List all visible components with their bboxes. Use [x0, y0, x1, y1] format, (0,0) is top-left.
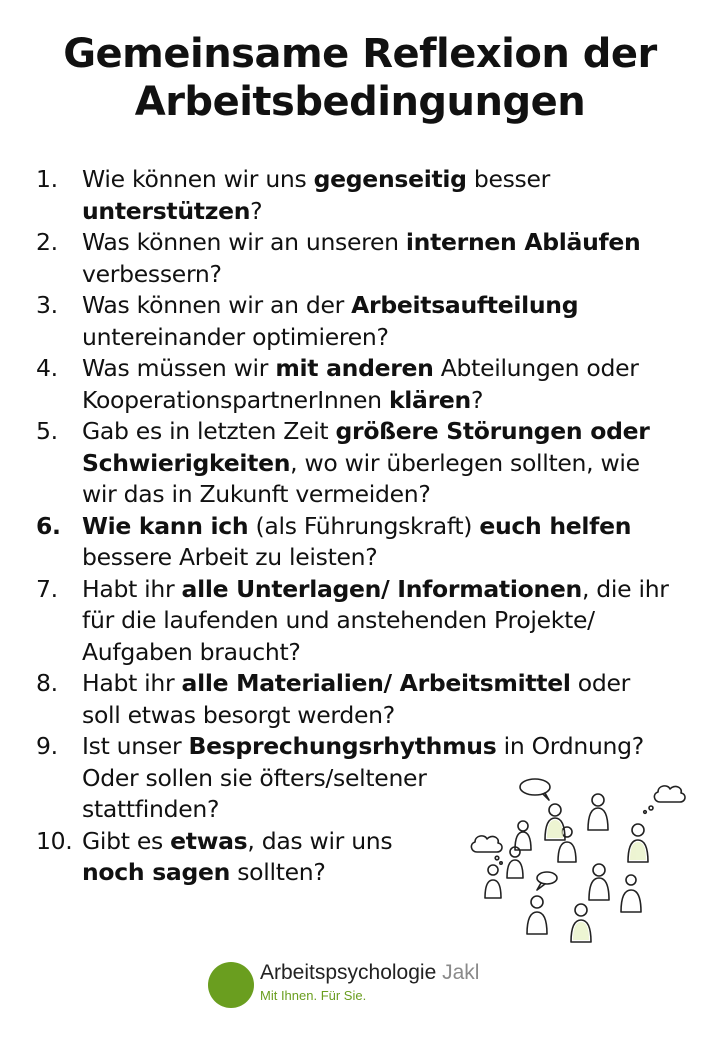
page-title-line-2: Arbeitsbedingungen — [134, 79, 586, 125]
question-text: verbessern? — [82, 259, 222, 288]
question-number: 6. — [36, 511, 61, 540]
question-text-bold: alle Materialien/ Arbeitsmittel — [181, 669, 571, 697]
question-text: stattfinden? — [82, 795, 220, 823]
question-text: Gibt es — [82, 826, 171, 855]
question-item — [36, 227, 696, 290]
question-text-bold: mit anderen — [275, 354, 434, 382]
question-text-bold: alle Unterlagen/ Informationen — [181, 574, 582, 603]
question-text: in Ordnung? — [496, 732, 644, 760]
question-line — [82, 574, 696, 606]
question-item — [36, 353, 696, 416]
question-text-bold: klären — [388, 385, 471, 414]
question-line — [82, 164, 696, 196]
brand-name-accent: Jakl — [442, 961, 480, 984]
question-item — [36, 290, 696, 353]
question-text: Oder sollen sie öfters/seltener — [82, 763, 427, 792]
question-text: besser — [466, 165, 551, 193]
question-line — [82, 637, 696, 669]
question-item — [36, 511, 696, 574]
question-text: (als Führungskraft) — [248, 511, 480, 540]
question-text: KooperationspartnerInnen — [82, 385, 389, 414]
question-text-bold: euch helfen — [479, 511, 632, 540]
question-line — [82, 322, 696, 354]
question-number: 3. — [36, 291, 58, 319]
question-text: sollten? — [230, 858, 326, 886]
question-text: , das wir uns — [247, 826, 393, 855]
question-line — [82, 700, 696, 732]
question-number: 1. — [36, 165, 58, 193]
group-meeting-illustration — [455, 770, 700, 950]
question-text: Ist unser — [82, 732, 189, 760]
question-item — [36, 164, 696, 227]
question-line — [82, 416, 696, 448]
question-line — [82, 479, 696, 511]
question-text: untereinander optimieren? — [82, 322, 389, 351]
question-text-bold: Schwierigkeiten — [82, 448, 291, 477]
question-line — [82, 731, 696, 763]
question-text-bold: unterstützen — [82, 196, 251, 225]
question-line — [82, 259, 696, 291]
question-text: Was müssen wir — [82, 354, 276, 382]
question-text-bold: internen Abläufen — [405, 228, 641, 256]
question-text: wir das in Zukunft vermeiden? — [82, 480, 431, 508]
question-line — [82, 605, 696, 637]
question-text: , wo wir überlegen sollten, wie — [290, 448, 640, 477]
logo-circle-icon — [208, 962, 254, 1008]
question-text-bold: Besprechungsrhythmus — [188, 732, 497, 760]
question-text: oder — [570, 669, 630, 697]
question-line — [82, 385, 696, 417]
brand-tagline: Mit Ihnen. Für Sie. — [260, 988, 367, 1003]
question-item — [36, 574, 696, 669]
question-item — [36, 416, 696, 511]
page-title — [0, 30, 720, 126]
question-text: , die ihr — [581, 574, 669, 603]
question-text: ? — [250, 196, 263, 225]
question-text: ? — [470, 385, 484, 414]
question-number: 9. — [36, 732, 58, 760]
question-line — [82, 542, 696, 574]
question-number: 10. — [36, 826, 73, 855]
question-text-bold: etwas — [170, 826, 248, 855]
question-text-bold: Wie kann ich — [82, 511, 249, 540]
question-number: 7. — [36, 574, 58, 603]
question-text: für die laufenden und anstehenden Projekte/ — [82, 606, 595, 634]
question-text: Aufgaben braucht? — [82, 637, 301, 666]
question-line — [82, 353, 696, 385]
question-number: 4. — [36, 354, 58, 382]
question-number: 5. — [36, 417, 58, 445]
question-text-bold: größere Störungen oder — [335, 417, 650, 445]
question-line — [82, 511, 696, 543]
question-text-bold: gegenseitig — [313, 165, 467, 193]
question-text: Habt ihr — [82, 669, 182, 697]
question-line — [82, 227, 696, 259]
question-text: Was können wir an unseren — [82, 228, 406, 256]
page-title-line-1: Gemeinsame Reflexion der — [63, 31, 657, 77]
question-number: 8. — [36, 669, 58, 697]
question-text: Abteilungen oder — [433, 354, 639, 382]
question-text: Habt ihr — [82, 574, 182, 603]
footer-logo — [208, 958, 548, 1010]
question-item — [36, 668, 696, 731]
question-text: Gab es in letzten Zeit — [82, 417, 336, 445]
question-line — [82, 290, 696, 322]
brand-name-main: Arbeitspsychologie — [260, 961, 437, 984]
question-text: Wie können wir uns — [82, 165, 314, 193]
brand-name — [260, 960, 479, 986]
question-number: 2. — [36, 228, 58, 256]
question-text: soll etwas besorgt werden? — [82, 700, 395, 729]
question-text: bessere Arbeit zu leisten? — [82, 543, 378, 571]
question-line — [82, 668, 696, 700]
question-line — [82, 196, 696, 228]
question-line — [82, 448, 696, 480]
question-text-bold: Arbeitsaufteilung — [351, 291, 579, 319]
question-text: Was können wir an der — [82, 291, 352, 319]
question-text-bold: noch sagen — [82, 858, 231, 886]
